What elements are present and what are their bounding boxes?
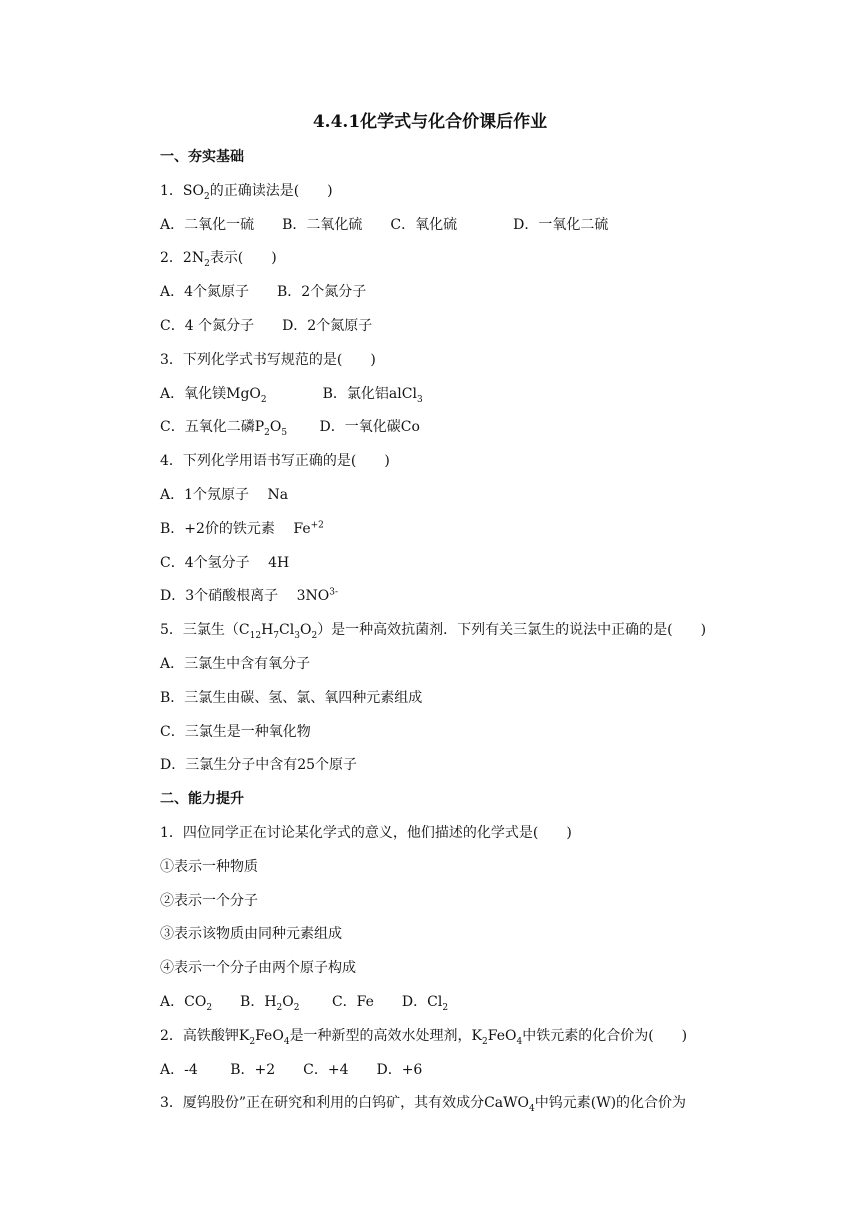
text-segment: 2 (442, 1002, 449, 1013)
text-segment: 1．SO (160, 182, 204, 199)
text-segment: A．4个氮原子 B．2个氮分子 (160, 284, 367, 301)
text-line (160, 958, 356, 978)
text-segment: FeO (487, 1027, 517, 1044)
section-heading: 二、能力提升 (160, 791, 244, 808)
text-segment: ③表示该物质由同种元素组成 (160, 926, 342, 943)
text-segment: 是一种新型的高效水处理剂，K (289, 1027, 483, 1044)
text-segment: A．二氧化一硫 B．二氧化硫 C．氧化硫 D．一氧化二硫 (160, 216, 609, 233)
text-segment: C．Fe D．Cl (299, 994, 443, 1010)
text-segment: 2 (482, 1036, 488, 1047)
text-segment: Cl (279, 622, 295, 639)
text-segment: D．3个硝酸根离子 3NO (160, 588, 330, 605)
text-segment: C．五氧化二磷P (160, 419, 265, 436)
text-segment: FeO (255, 1027, 284, 1044)
text-segment: A．氧化镁MgO (160, 385, 261, 402)
text-segment: O (269, 419, 282, 436)
text-segment: 5．三氯生（C (160, 622, 250, 639)
text-segment: H (261, 622, 274, 639)
text-line (160, 1060, 422, 1080)
text-segment: 2 (206, 1002, 213, 1013)
section-heading: 一、夯实基础 (160, 149, 244, 165)
text-segment: 2 (203, 191, 210, 202)
text-segment: +2 (310, 520, 324, 531)
text-segment: A．1个氖原子 Na (160, 487, 289, 503)
text-segment: 4 (283, 1036, 290, 1047)
text-segment: 2 (264, 428, 270, 439)
text-segment: A．三氯生中含有氧分子 (160, 656, 311, 672)
document-title: 4.4.1化学式与化合价课后作业 (312, 112, 548, 132)
text-segment: ①表示一种物质 (160, 858, 258, 875)
text-segment: 2 (293, 1002, 300, 1013)
text-line (160, 688, 422, 708)
text-segment: B．+2价的铁元素 Fe (160, 520, 311, 537)
text-line (160, 755, 357, 775)
text-segment: 3．下列化学式书写规范的是( ) (160, 351, 376, 368)
text-line (160, 417, 420, 437)
text-segment: B．H (212, 994, 277, 1010)
text-segment: D．一氧化碳Co (287, 419, 420, 436)
text-line (160, 654, 310, 674)
text-segment: 12 (249, 630, 262, 641)
text-segment: D．三氯生分子中含有25个原子 (160, 757, 358, 774)
text-segment: ④表示一个分子由两个原子构成 (160, 960, 356, 977)
text-line (160, 451, 390, 471)
text-line (160, 350, 376, 370)
text-line (160, 722, 311, 742)
text-segment: 2 (311, 630, 318, 641)
text-segment: 表示( ) (209, 250, 277, 267)
text-line (160, 181, 333, 201)
text-segment: 3 (416, 394, 423, 405)
text-line (160, 248, 277, 268)
text-segment: 2．2N (160, 250, 205, 267)
text-line (160, 924, 342, 944)
text-segment: 中钨元素(W)的化合价为 (534, 1095, 687, 1112)
text-line (160, 823, 572, 843)
text-line (160, 1026, 687, 1046)
text-segment: 4 (516, 1036, 523, 1047)
text-segment: 5 (281, 428, 288, 439)
text-line (160, 992, 448, 1012)
text-segment: 2．高铁酸钾K (160, 1027, 250, 1044)
text-segment: 2 (204, 259, 210, 270)
text-segment: 7 (273, 630, 280, 641)
text-segment: ）是一种高效抗菌剂．下列有关三氯生的说法中正确的是( ) (317, 622, 707, 639)
text-line (160, 586, 338, 606)
text-line (160, 553, 289, 573)
text-line (160, 282, 366, 302)
text-segment: 2 (276, 1002, 283, 1013)
text-segment: A．-4 B．+2 C．+4 D．+6 (160, 1061, 423, 1078)
text-segment: O (299, 622, 312, 639)
text-segment: C．三氯生是一种氧化物 (160, 723, 311, 740)
text-segment: 1．四位同学正在讨论某化学式的意义，他们描述的化学式是( ) (160, 825, 572, 841)
text-line (160, 1093, 686, 1113)
text-segment: B．三氯生由碳、氢、氯、氧四种元素组成 (160, 689, 423, 706)
text-line (160, 215, 608, 235)
text-segment: 3- (329, 587, 338, 598)
text-line (160, 620, 706, 640)
text-segment: 3 (294, 630, 300, 641)
text-segment: B．氯化铝alCl (266, 385, 417, 402)
text-segment: C．4 个氮分子 D．2个氮原子 (160, 318, 373, 334)
text-line (160, 316, 372, 336)
text-segment: 2 (260, 394, 267, 405)
text-line (160, 891, 258, 911)
text-segment: 3．厦钨股份”正在研究和利用的白钨矿，其有效成分CaWO (160, 1095, 529, 1112)
text-segment: O (282, 994, 294, 1010)
text-segment: 的正确读法是( ) (209, 182, 333, 199)
text-line (160, 519, 324, 539)
text-line (160, 485, 288, 505)
text-line (160, 384, 423, 404)
text-segment: 2 (249, 1036, 256, 1047)
text-segment: 4．下列化学用语书写正确的是( ) (160, 453, 390, 470)
text-line (160, 857, 258, 877)
text-segment: 4 (529, 1104, 535, 1115)
text-segment: ②表示一个分子 (160, 892, 258, 909)
text-segment: 中铁元素的化合价为( ) (522, 1027, 688, 1044)
text-segment: C．4个氢分子 4H (160, 554, 290, 571)
text-segment: A．CO (160, 994, 207, 1010)
